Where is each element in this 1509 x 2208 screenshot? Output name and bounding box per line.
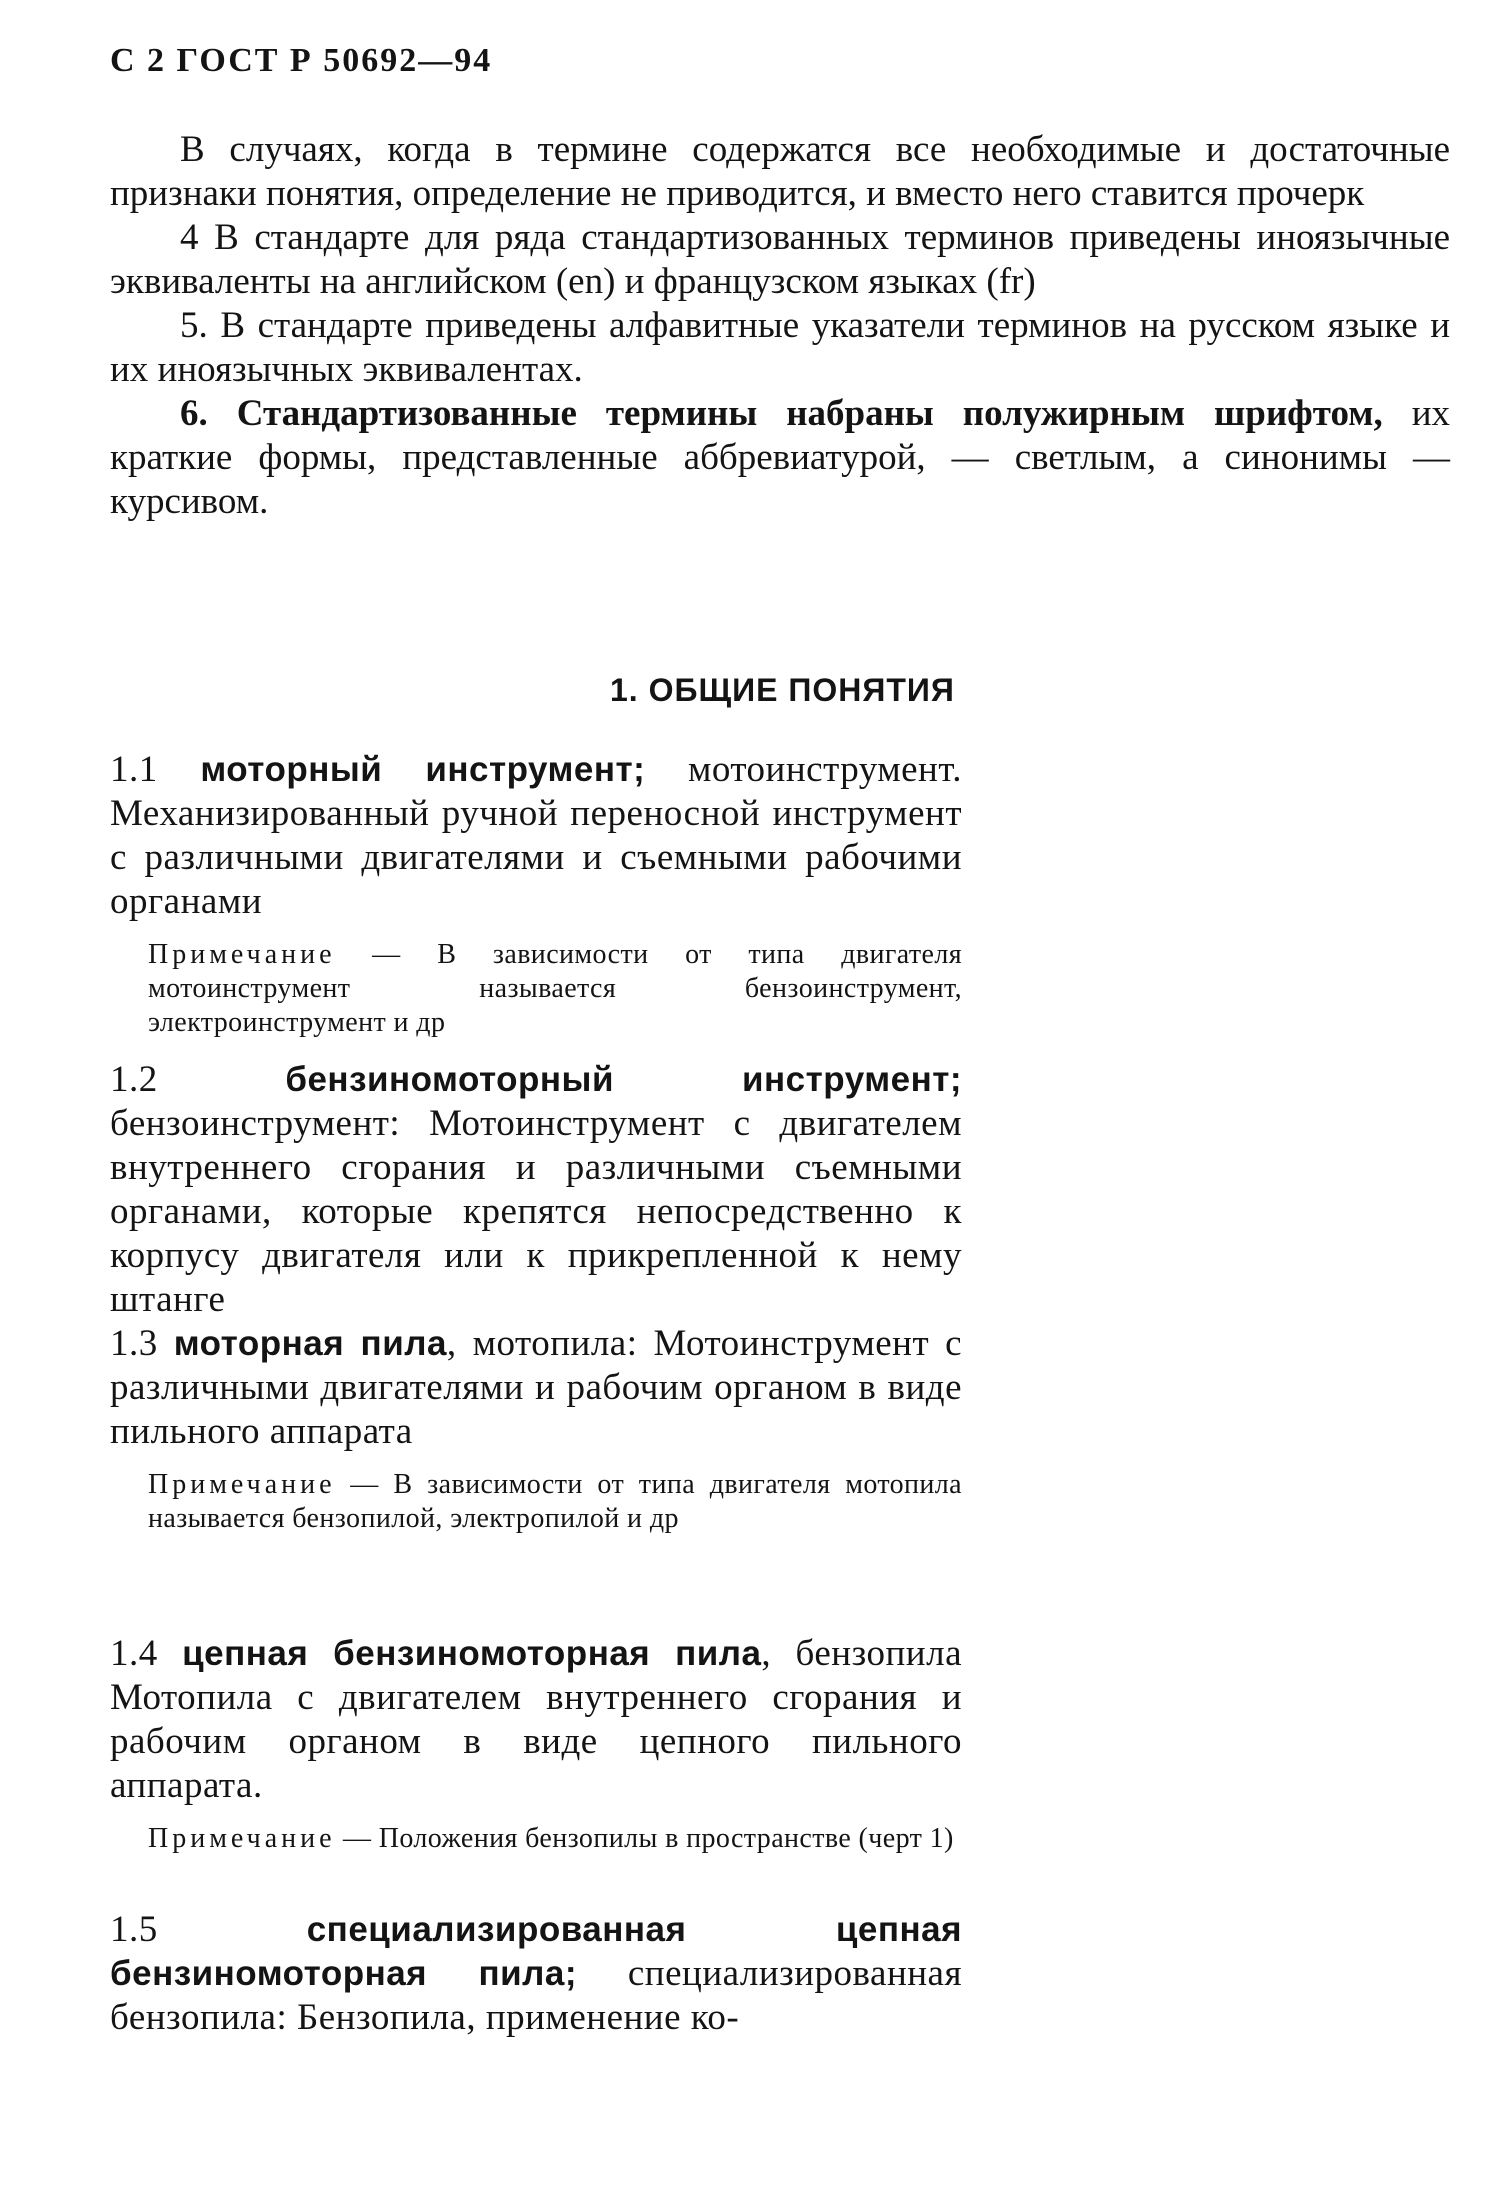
intro-paragraph-4-lead: 6. Стандартизованные термины набраны полужирным шрифтом,: [180, 393, 1383, 434]
term-definition: , мотопила: Мотоинструмент с различными двигателями и рабочим органом в виде пильного аппарата: [110, 1323, 963, 1452]
intro-paragraph-4-rest: их краткие формы, представленные аббревиатурой, — светлым, а синонимы — курсивом.: [110, 393, 1450, 522]
term-number: 1.3: [110, 1323, 158, 1364]
term-name: моторный инструмент;: [200, 750, 646, 789]
term-1-3: [110, 1322, 962, 1536]
term-definition: специализированная бензопила: Бензопила, применение ко-: [110, 1953, 962, 2038]
note-label: Примечание: [148, 1823, 336, 1854]
term-entry: [110, 1322, 962, 1454]
term-definition: , бензопила Мотопила с двигателем внутреннего сгорания и рабочим органом в виде цепного пильного аппарата.: [110, 1633, 962, 1806]
note-label: Примечание: [148, 1469, 336, 1500]
intro-paragraph-1: В случаях, когда в термине содержатся все необходимые и достаточные признаки понятия, определение не приводится, и вместо него ставится прочерк: [110, 129, 1450, 214]
term-note: [110, 1822, 962, 1856]
intro-paragraph-4: [110, 392, 1450, 524]
term-name: бензиномоторный инструмент;: [285, 1060, 962, 1099]
term-note: [110, 1468, 962, 1536]
term-number: 1.2: [110, 1059, 158, 1100]
term-definition: бензоинструмент: Мотоинструмент с двигателем внутреннего сгорания и различными съемными органами, которые крепятся непосредственно к корпусу двигателя или к прикрепленной к нему штанге: [110, 1103, 962, 1320]
page-header: С 2 ГОСТ Р 50692—94: [110, 42, 493, 79]
term-1-1: [110, 748, 962, 1040]
term-name: специализированная цепная бензиномоторная пила;: [110, 1910, 962, 1993]
section-title: 1. ОБЩИЕ ПОНЯТИЯ: [610, 672, 955, 708]
term-1-4: [110, 1632, 962, 1856]
term-entry: [110, 1058, 962, 1322]
term-1-2: [110, 1058, 962, 1322]
term-entry: [110, 1908, 962, 2040]
intro-block: [110, 128, 1450, 524]
term-note: [110, 938, 962, 1040]
note-text: — Положения бензопилы в пространстве (черт 1): [335, 1823, 954, 1854]
term-entry: [110, 748, 962, 924]
term-definition: мотоинструмент. Механизированный ручной переносной инструмент с различными двигателями и съемными рабочими органами: [110, 749, 962, 922]
term-entry: [110, 1632, 962, 1808]
term-number: 1.1: [110, 749, 158, 790]
term-number: 1.5: [110, 1909, 158, 1950]
intro-paragraph-3: 5. В стандарте приведены алфавитные указатели терминов на русском языке и их иноязычных эквивалентах.: [110, 305, 1450, 390]
note-label: Примечание: [148, 939, 336, 970]
note-text: — В зависимости от типа двигателя мотопила называется бензопилой, электропилой и др: [148, 1469, 962, 1534]
term-name: цепная бензиномоторная пила: [182, 1634, 762, 1673]
note-text: — В зависимости от типа двигателя мотоинструмент называется бензоинструмент, электроинструмент и др: [148, 939, 962, 1038]
intro-paragraph-2: 4 В стандарте для ряда стандартизованных терминов приведены иноязычные эквиваленты на английском (en) и французском языках (fr): [110, 217, 1450, 302]
term-1-5: [110, 1908, 962, 2040]
term-name: моторная пила: [173, 1324, 447, 1363]
term-number: 1.4: [110, 1633, 158, 1674]
